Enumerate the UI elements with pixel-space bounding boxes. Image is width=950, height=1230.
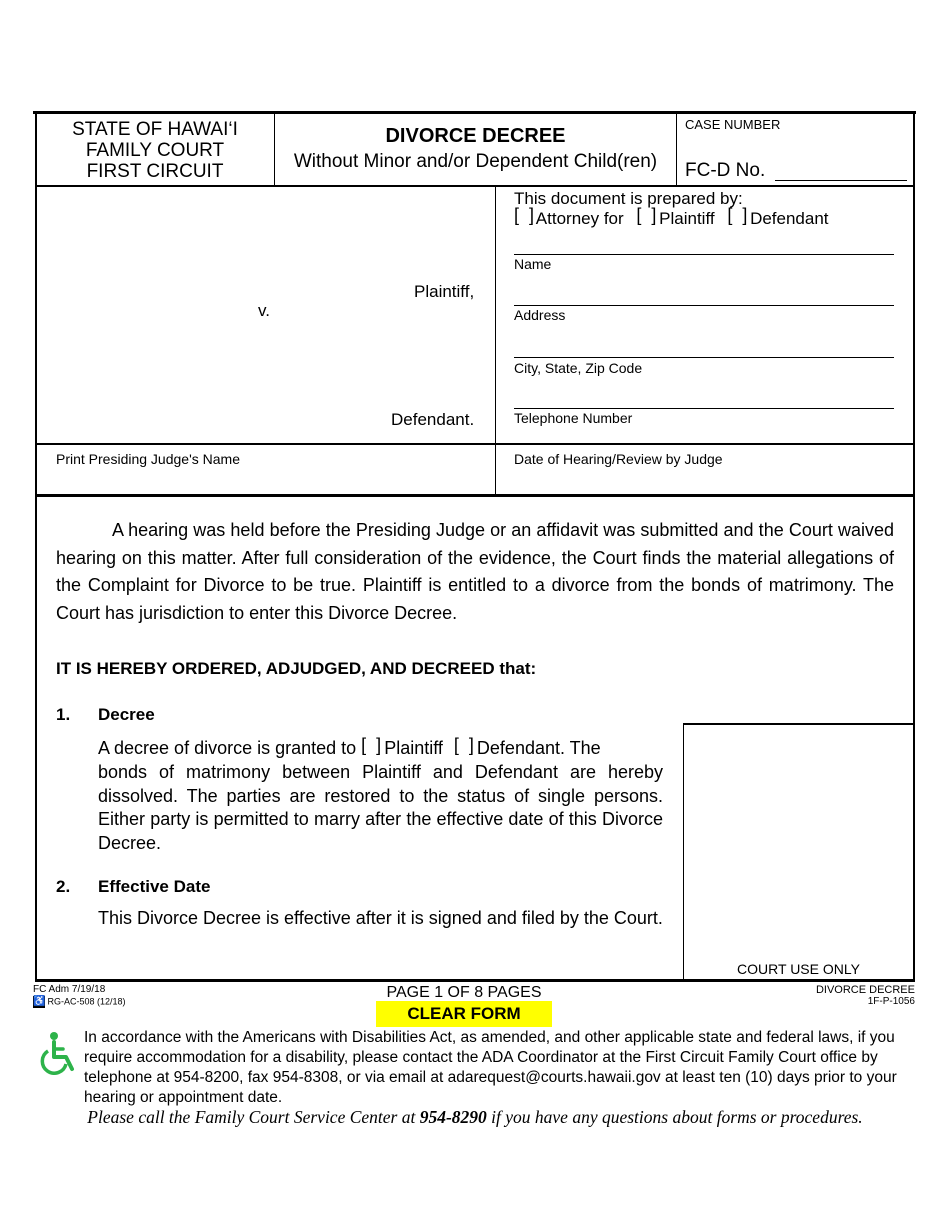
plaintiff-label: Plaintiff,	[414, 282, 475, 301]
attorney-for-label: Attorney for	[535, 209, 624, 228]
parties-divider	[495, 187, 496, 496]
hearing-date-label: Date of Hearing/Review by Judge	[514, 451, 723, 467]
decree-plaintiff-checkbox[interactable]: [ ]	[361, 735, 382, 755]
header-bottom-border	[37, 185, 913, 187]
court-line-2: FAMILY COURT	[85, 140, 225, 161]
section-1-text: bonds of matrimony between Plaintiff and Defendant are hereby dissolved. The parties are restored to the status of single persons. Either party is permitted to marry after the effective date of this Divorce Decree.	[98, 762, 663, 853]
section-1-first-line	[98, 737, 663, 761]
name-label: Name	[514, 256, 552, 272]
case-number-label: CASE NUMBER	[685, 117, 781, 132]
judge-name-label: Print Presiding Judge's Name	[56, 451, 240, 467]
decree-defendant-checkbox[interactable]: [ ]	[453, 735, 474, 755]
phone-label: Telephone Number	[514, 410, 633, 426]
section-1-pre: A decree of divorce is granted to	[98, 738, 357, 758]
service-pre: Please call the Family Court Service Center at	[87, 1107, 420, 1127]
service-post: if you have any questions about forms or procedures.	[486, 1107, 863, 1127]
document-title: DIVORCE DECREE	[385, 125, 566, 147]
section-1-number: 1.	[56, 705, 71, 724]
decree-defendant-label: Defendant. The	[476, 738, 601, 758]
phone-input[interactable]	[514, 408, 894, 409]
court-line-1: STATE OF HAWAI‘I	[72, 119, 238, 140]
decree-plaintiff-label: Plaintiff	[384, 738, 443, 758]
ada-code-line	[33, 996, 126, 1008]
preparer-defendant-checkbox[interactable]: [ ]	[727, 205, 748, 225]
form-code: FC Adm 7/19/18	[33, 984, 106, 995]
ada-code: RG-AC-508 (12/18)	[47, 996, 126, 1007]
plaintiff-name-input[interactable]	[40, 195, 490, 275]
case-number-input[interactable]	[775, 180, 907, 181]
court-use-top-border	[683, 723, 915, 725]
city-label: City, State, Zip Code	[514, 360, 643, 376]
body-left-border	[35, 497, 37, 982]
versus-label: v.	[258, 301, 270, 320]
document-subtitle: Without Minor and/or Dependent Child(ren)	[293, 151, 658, 172]
doc-name-footer: DIVORCE DECREE	[815, 984, 915, 996]
section-2-title: Effective Date	[98, 877, 211, 896]
attorney-checkbox[interactable]: [ ]	[514, 205, 535, 225]
top-border	[33, 111, 916, 114]
city-input[interactable]	[514, 357, 894, 358]
court-use-label: COURT USE ONLY	[737, 961, 860, 977]
intro-paragraph: A hearing was held before the Presiding Judge or an affidavit was submitted and the Court waived hearing on this matter. After full consideration of the evidence, the Court finds the material allegations of the Complaint for Divorce to be true. Plaintiff is entitled to a divorce from the bonds of matrimony. The Court has jurisdiction to enter this Divorce Decree.	[56, 520, 894, 623]
clear-form-button[interactable]: CLEAR FORM	[376, 1001, 552, 1027]
case-prefix: FC-D No.	[685, 160, 766, 181]
section-2-number: 2.	[56, 877, 71, 896]
right-border	[913, 114, 915, 496]
defendant-name-input[interactable]	[40, 330, 490, 405]
section-1-title: Decree	[98, 705, 155, 724]
accessibility-icon	[38, 1031, 80, 1075]
form-number: 1F-P-1056	[867, 996, 915, 1007]
body-right-border	[913, 497, 915, 982]
page-indicator: PAGE 1 OF 8 PAGES	[386, 984, 542, 1001]
section-2-text: This Divorce Decree is effective after it is signed and filed by the Court.	[98, 908, 663, 928]
header-divider-2	[676, 114, 677, 186]
address-label: Address	[514, 307, 566, 323]
accessibility-icon-small: ♿	[33, 996, 46, 1007]
preparer-options	[514, 205, 829, 229]
parties-bottom-border	[37, 443, 913, 445]
service-phone: 954-8290	[419, 1107, 487, 1127]
court-line-3: FIRST CIRCUIT	[86, 161, 224, 182]
judge-bottom-border	[35, 494, 915, 497]
hearing-date-input[interactable]	[514, 470, 904, 492]
court-name	[37, 119, 273, 182]
name-input[interactable]	[514, 254, 894, 255]
defendant-label: Defendant.	[391, 410, 475, 429]
preparer-plaintiff-label: Plaintiff	[659, 209, 715, 228]
preparer-heading: This document is prepared by:	[514, 189, 743, 208]
court-use-left-border	[683, 723, 684, 980]
body-bottom-border	[35, 979, 915, 982]
preparer-plaintiff-checkbox[interactable]: [ ]	[636, 205, 657, 225]
address-input[interactable]	[514, 305, 894, 306]
judge-name-input[interactable]	[40, 470, 490, 492]
ada-notice: In accordance with the Americans with Disabilities Act, as amended, and other applicable state and federal laws, if you require accommodation for a disability, please contact the ADA Coordinator at the First Circuit Family Court office by telephone at 954-8200, fax 954-8308, or via email at adarequest@courts.hawaii.gov at least ten (10) days prior to your hearing or appointment date.	[84, 1029, 897, 1106]
order-heading: IT IS HEREBY ORDERED, ADJUDGED, AND DECREED that:	[56, 659, 537, 678]
service-center-notice	[33, 1107, 917, 1128]
document-title-block	[275, 124, 676, 174]
preparer-defendant-label: Defendant	[750, 209, 829, 228]
